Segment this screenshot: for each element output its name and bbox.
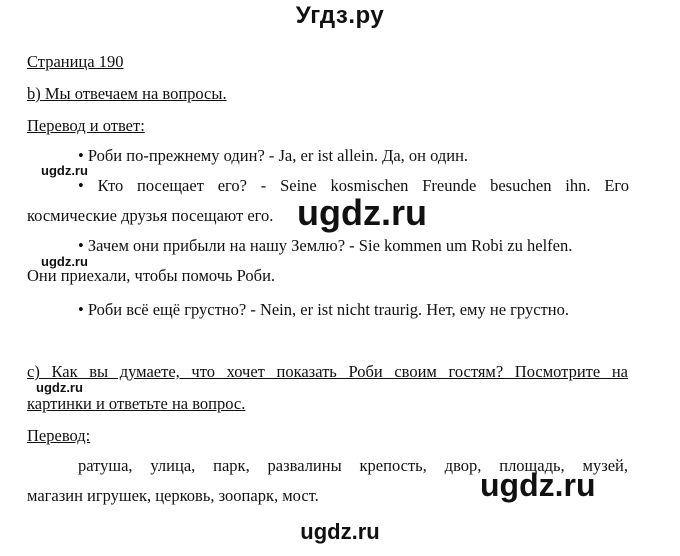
section-c-line-2: картинки и ответьте на вопрос.: [27, 394, 246, 413]
section-c-line-1: с) Как вы думаете, что хочет показать Роби своим гостям? Посмотрите на: [27, 362, 628, 381]
section-c-subheading: Перевод:: [27, 426, 91, 445]
answer-3-line-2: Они приехали, чтобы помочь Роби.: [27, 266, 276, 285]
site-title: Угдз.ру: [295, 2, 385, 29]
watermark-big-1: ugdz.ru: [297, 192, 427, 233]
section-b-subheading: Перевод и ответ:: [27, 116, 145, 135]
answer-1: • Роби по-прежнему один? - Ja, er ist allein. Да, он один.: [78, 146, 469, 165]
answer-4: • Роби всё ещё грустно? - Nein, er ist nicht traurig. Нет, ему не грустно.: [78, 300, 569, 319]
answer-2-line-1: • Кто посещает его? - Seine kosmischen Freunde besuchen ihn. Его: [78, 176, 629, 195]
watermark-small-1: ugdz.ru: [41, 163, 88, 178]
page-label: Страница 190: [27, 52, 124, 71]
watermark-big-2: ugdz.ru: [480, 467, 596, 503]
word-list-line-1: ратуша, улица, парк, развалины крепость, двор, площадь, музей,: [78, 456, 628, 475]
word-list-line-2: магазин игрушек, церковь, зоопарк, мост.: [27, 486, 319, 505]
answer-2-line-2: космические друзья посещают его.: [27, 206, 274, 225]
answer-3-line-1: • Зачем они прибыли на нашу Землю? - Sie kommen um Robi zu helfen.: [78, 236, 573, 255]
watermark-small-3: ugdz.ru: [36, 380, 83, 395]
footer-watermark: ugdz.ru: [300, 519, 380, 544]
section-b-heading: b) Мы отвечаем на вопросы.: [27, 84, 227, 103]
watermark-small-2: ugdz.ru: [41, 254, 88, 269]
